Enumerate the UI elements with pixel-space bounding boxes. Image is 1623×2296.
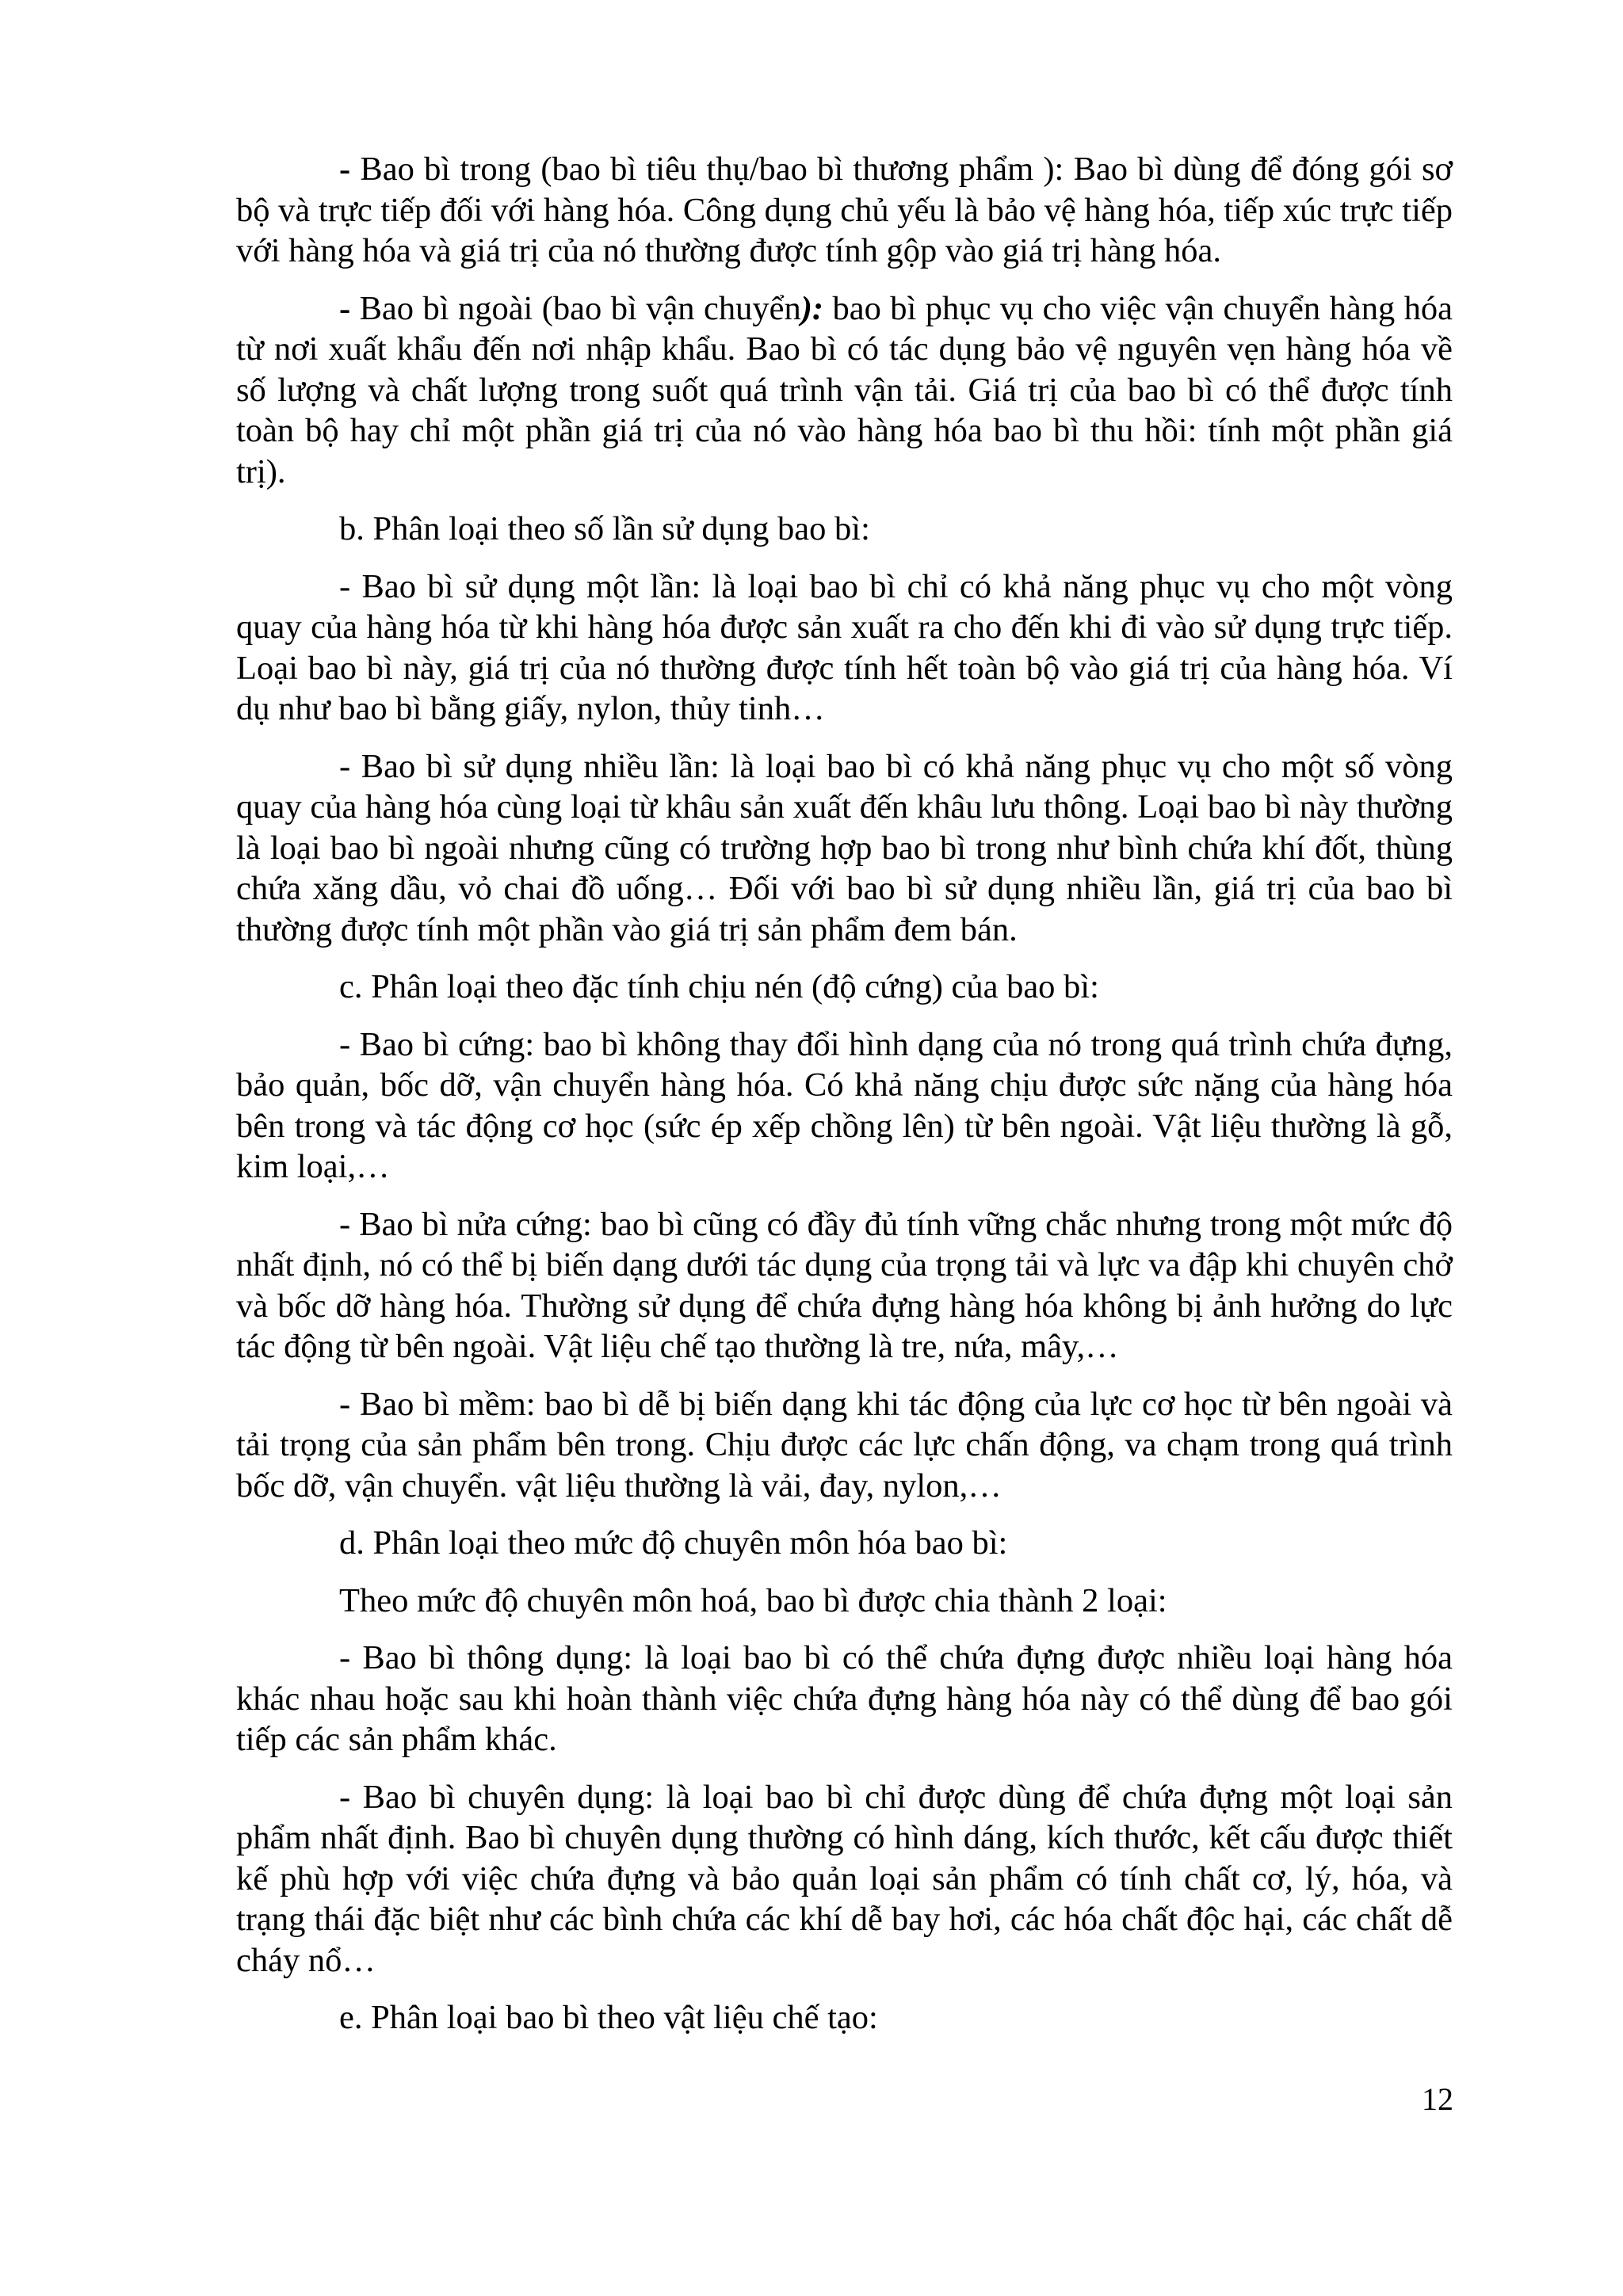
paragraph-semi-rigid: - Bao bì nửa cứng: bao bì cũng có đầy đủ tính vững chắc nhưng trong một mức độ nhất định, nó có thể bị biến dạng dưới tác dụng của trọng tải và lực va đập khi chuyên chở và bốc dỡ hàng hóa. Thường sử dụng để chứa đựng hàng hóa không bị ảnh hưởng do lực tác động từ bên ngoài. Vật liệu chế tạo thường là tre, nứa, mây,…	[236, 1205, 1453, 1365]
paragraph-flexible: - Bao bì mềm: bao bì dễ bị biến dạng khi tác động của lực cơ học từ bên ngoài và tải trọng của sản phẩm bên trong. Chịu được các lực chấn động, va chạm trong quá trình bốc dỡ, vận chuyển. vật liệu thường là vải, đay, nylon,…	[236, 1385, 1453, 1505]
section-heading-b: b. Phân loại theo số lần sử dụng bao bì:	[339, 510, 870, 547]
dash-marker: -	[339, 289, 360, 327]
section-heading-e: e. Phân loại bao bì theo vật liệu chế tạo:	[339, 1999, 878, 2036]
page-number: 12	[1422, 2081, 1453, 2117]
paragraph-inner-packaging	[236, 149, 1453, 272]
paragraph-specialized: - Bao bì chuyên dụng: là loại bao bì chỉ được dùng để chứa đựng một loại sản phẩm nhất định. Bao bì chuyên dụng thường có hình dáng, kích thước, kết cấu được thiết kế phù hợp với việc chứa đựng và bảo quản loại sản phẩm có tính chất cơ, lý, hóa, và trạng thái đặc biệt như các bình chứa các khí dễ bay hơi, các hóa chất độc hại, các chất dễ cháy nổ…	[236, 1778, 1453, 1979]
paragraph-rigid: - Bao bì cứng: bao bì không thay đổi hình dạng của nó trong quá trình chứa đựng, bảo quản, bốc dỡ, vận chuyển hàng hóa. Có khả năng chịu được sức nặng của hàng hóa bên trong và tác động cơ học (sức ép xếp chồng lên) từ bên ngoài. Vật liệu thường là gỗ, kim loại,…	[236, 1025, 1453, 1185]
section-heading-c: c. Phân loại theo đặc tính chịu nén (độ cứng) của bao bì:	[339, 968, 1099, 1005]
paragraph-text-emphasis: ):	[800, 289, 824, 327]
paragraph-text: Bao bì ngoài (bao bì vận chuyển	[359, 289, 801, 327]
paragraph-text: bao bì phục vụ cho việc vận chuyển hàng hóa từ nơi xuất khẩu đến nơi nhập khẩu. Bao bì có tác dụng bảo vệ nguyên vẹn hàng hóa về số lượng và chất lượng trong suốt quá trình vận tải. Giá trị của bao bì có thể được tính toàn bộ hay chỉ một phần giá trị của nó vào hàng hóa bao bì thu hồi: tính một phần giá trị).	[236, 289, 1453, 490]
document-page	[236, 149, 1453, 2055]
dash-marker: -	[339, 151, 361, 188]
paragraph-specialization-intro: Theo mức độ chuyên môn hoá, bao bì được chia thành 2 loại:	[339, 1581, 1167, 1619]
paragraph-multi-use: - Bao bì sử dụng nhiều lần: là loại bao bì có khả năng phục vụ cho một số vòng quay của hàng hóa cùng loại từ khâu sản xuất đến khâu lưu thông. Loại bao bì này thường là loại bao bì ngoài nhưng cũng có trường hợp bao bì trong như bình chứa khí đốt, thùng chứa xăng dầu, vỏ chai đồ uống… Đối với bao bì sử dụng nhiều lần, giá trị của bao bì thường được tính một phần vào giá trị sản phẩm đem bán.	[236, 747, 1453, 948]
section-heading-d: d. Phân loại theo mức độ chuyên môn hóa bao bì:	[339, 1524, 1008, 1562]
paragraph-general-purpose: - Bao bì thông dụng: là loại bao bì có thể chứa đựng được nhiều loại hàng hóa khác nhau hoặc sau khi hoàn thành việc chứa đựng hàng hóa này có thể dùng để bao gói tiếp các sản phẩm khác.	[236, 1639, 1453, 1758]
paragraph-single-use: - Bao bì sử dụng một lần: là loại bao bì chỉ có khả năng phục vụ cho một vòng quay của hàng hóa từ khi hàng hóa được sản xuất ra cho đến khi đi vào sử dụng trực tiếp. Loại bao bì này, giá trị của nó thường được tính hết toàn bộ vào giá trị của hàng hóa. Ví dụ như bao bì bằng giấy, nylon, thủy tinh…	[236, 567, 1453, 727]
paragraph-outer-packaging	[236, 288, 1453, 493]
paragraph-text: Bao bì trong (bao bì tiêu thụ/bao bì thương phẩm ): Bao bì dùng để đóng gói sơ bộ và trực tiếp đối với hàng hóa. Công dụng chủ yếu là bảo vệ hàng hóa, tiếp xúc trực tiếp với hàng hóa và giá trị của nó thường được tính gộp vào giá trị hàng hóa.	[236, 151, 1453, 269]
